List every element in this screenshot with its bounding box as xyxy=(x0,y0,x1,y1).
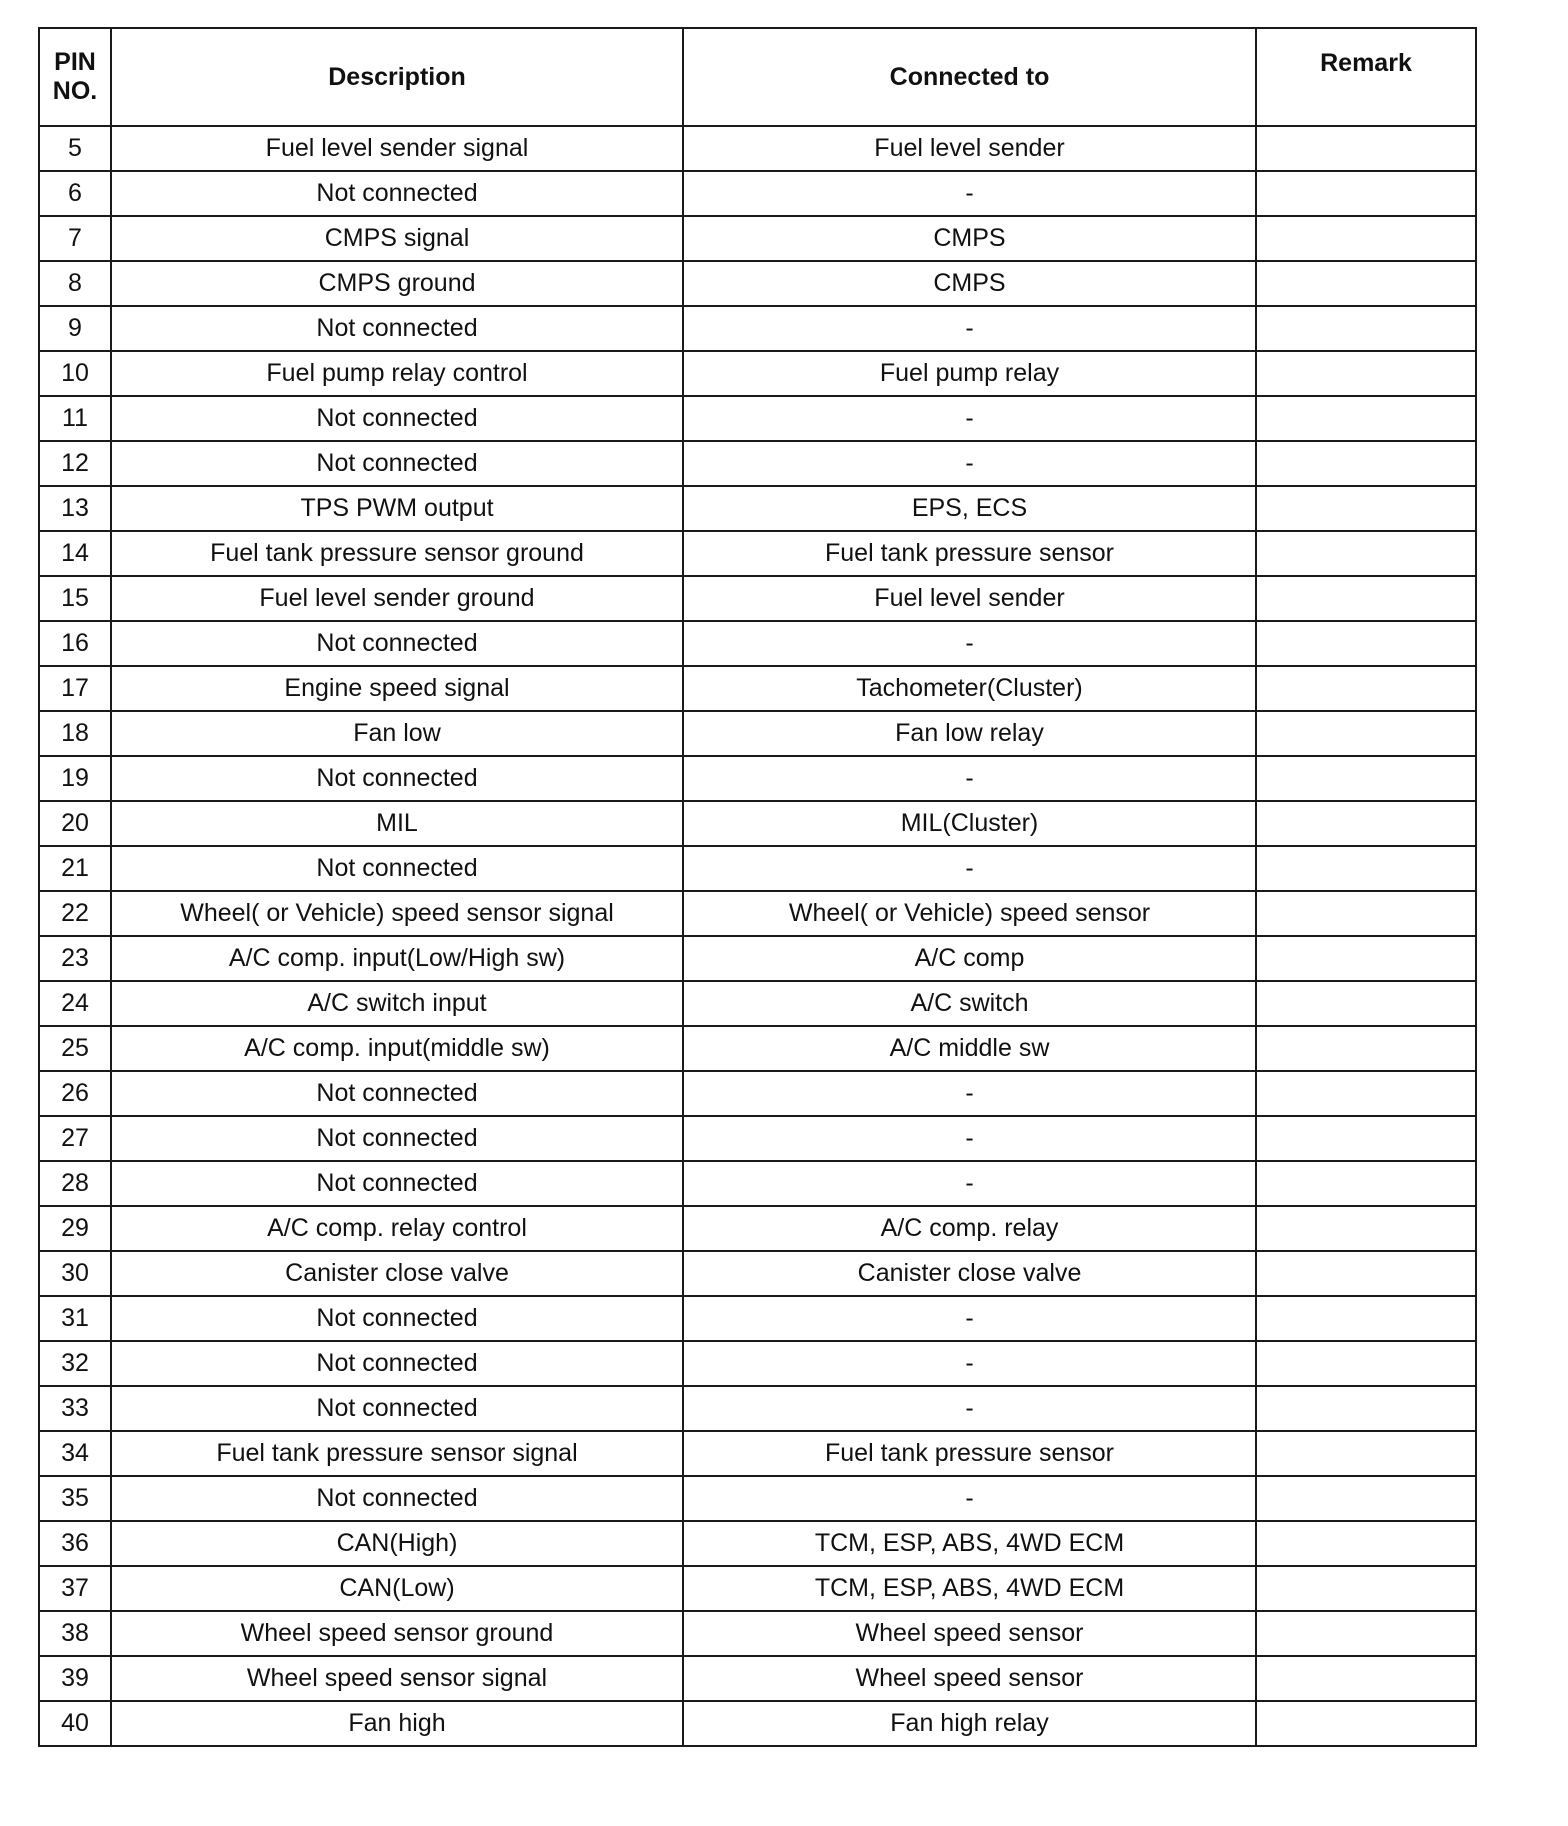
connected-to-cell: Wheel speed sensor xyxy=(683,1656,1256,1701)
remark-cell xyxy=(1256,981,1476,1026)
remark-cell xyxy=(1256,1341,1476,1386)
table-row xyxy=(39,1026,1476,1071)
connected-to-cell: CMPS xyxy=(683,216,1256,261)
connected-to-cell: - xyxy=(683,171,1256,216)
pin-number-cell: 35 xyxy=(39,1476,111,1521)
remark-cell xyxy=(1256,1161,1476,1206)
connected-to-cell: - xyxy=(683,396,1256,441)
remark-cell xyxy=(1256,261,1476,306)
description-cell: A/C comp. input(middle sw) xyxy=(111,1026,683,1071)
description-cell: Wheel speed sensor ground xyxy=(111,1611,683,1656)
table-row xyxy=(39,1071,1476,1116)
pin-number-cell: 19 xyxy=(39,756,111,801)
description-cell: Fuel level sender ground xyxy=(111,576,683,621)
connected-to-cell: Fuel level sender xyxy=(683,126,1256,171)
connected-to-cell: - xyxy=(683,441,1256,486)
pin-number-cell: 40 xyxy=(39,1701,111,1746)
table-row xyxy=(39,396,1476,441)
remark-cell xyxy=(1256,1116,1476,1161)
table-row xyxy=(39,891,1476,936)
header-pin-line1: PIN xyxy=(54,48,96,77)
pin-number-cell: 34 xyxy=(39,1431,111,1476)
connected-to-cell: TCM, ESP, ABS, 4WD ECM xyxy=(683,1521,1256,1566)
table-row xyxy=(39,1431,1476,1476)
table-row xyxy=(39,1341,1476,1386)
table-row xyxy=(39,486,1476,531)
pin-number-cell: 20 xyxy=(39,801,111,846)
connected-to-cell: - xyxy=(683,1341,1256,1386)
table-row xyxy=(39,171,1476,216)
connected-to-cell: Wheel speed sensor xyxy=(683,1611,1256,1656)
table-row xyxy=(39,1206,1476,1251)
header-pin-line2: NO. xyxy=(52,77,98,105)
header-connected-to: Connected to xyxy=(683,28,1256,126)
header-pin-no xyxy=(39,28,111,126)
remark-cell xyxy=(1256,1521,1476,1566)
header-row xyxy=(39,28,1476,126)
description-cell: Not connected xyxy=(111,1341,683,1386)
connected-to-cell: Fuel level sender xyxy=(683,576,1256,621)
remark-cell xyxy=(1256,1611,1476,1656)
pin-number-cell: 38 xyxy=(39,1611,111,1656)
description-cell: Not connected xyxy=(111,441,683,486)
pin-number-cell: 13 xyxy=(39,486,111,531)
connected-to-cell: A/C comp xyxy=(683,936,1256,981)
connected-to-cell: - xyxy=(683,621,1256,666)
description-cell: CMPS signal xyxy=(111,216,683,261)
remark-cell xyxy=(1256,1026,1476,1071)
pin-number-cell: 18 xyxy=(39,711,111,756)
remark-cell xyxy=(1256,1476,1476,1521)
header-description: Description xyxy=(111,28,683,126)
pin-number-cell: 6 xyxy=(39,171,111,216)
connected-to-cell: - xyxy=(683,1476,1256,1521)
remark-cell xyxy=(1256,1251,1476,1296)
table-row xyxy=(39,756,1476,801)
remark-cell xyxy=(1256,1566,1476,1611)
remark-cell xyxy=(1256,1656,1476,1701)
pin-number-cell: 29 xyxy=(39,1206,111,1251)
table-row xyxy=(39,846,1476,891)
table-row xyxy=(39,1161,1476,1206)
description-cell: Fuel tank pressure sensor ground xyxy=(111,531,683,576)
pin-table xyxy=(38,27,1477,1747)
pin-number-cell: 15 xyxy=(39,576,111,621)
connected-to-cell: EPS, ECS xyxy=(683,486,1256,531)
table-row xyxy=(39,1521,1476,1566)
pin-number-cell: 26 xyxy=(39,1071,111,1116)
description-cell: MIL xyxy=(111,801,683,846)
remark-cell xyxy=(1256,711,1476,756)
pin-number-cell: 36 xyxy=(39,1521,111,1566)
table-row xyxy=(39,216,1476,261)
pin-number-cell: 10 xyxy=(39,351,111,396)
remark-cell xyxy=(1256,1206,1476,1251)
pin-number-cell: 14 xyxy=(39,531,111,576)
remark-cell xyxy=(1256,891,1476,936)
table-row xyxy=(39,576,1476,621)
description-cell: Not connected xyxy=(111,171,683,216)
remark-cell xyxy=(1256,1701,1476,1746)
connected-to-cell: TCM, ESP, ABS, 4WD ECM xyxy=(683,1566,1256,1611)
remark-cell xyxy=(1256,576,1476,621)
table-row xyxy=(39,1701,1476,1746)
description-cell: Fuel pump relay control xyxy=(111,351,683,396)
pin-number-cell: 24 xyxy=(39,981,111,1026)
description-cell: Fan high xyxy=(111,1701,683,1746)
pin-number-cell: 33 xyxy=(39,1386,111,1431)
pin-number-cell: 37 xyxy=(39,1566,111,1611)
description-cell: TPS PWM output xyxy=(111,486,683,531)
remark-cell xyxy=(1256,216,1476,261)
table-row xyxy=(39,711,1476,756)
description-cell: Not connected xyxy=(111,846,683,891)
remark-cell xyxy=(1256,396,1476,441)
remark-cell xyxy=(1256,846,1476,891)
connected-to-cell: Fan low relay xyxy=(683,711,1256,756)
table-row xyxy=(39,936,1476,981)
connected-to-cell: Fuel tank pressure sensor xyxy=(683,1431,1256,1476)
connected-to-cell: - xyxy=(683,1386,1256,1431)
description-cell: A/C comp. input(Low/High sw) xyxy=(111,936,683,981)
pin-number-cell: 27 xyxy=(39,1116,111,1161)
table-row xyxy=(39,351,1476,396)
description-cell: Not connected xyxy=(111,1476,683,1521)
description-cell: CAN(High) xyxy=(111,1521,683,1566)
description-cell: Fuel level sender signal xyxy=(111,126,683,171)
table-row xyxy=(39,1251,1476,1296)
description-cell: Wheel( or Vehicle) speed sensor signal xyxy=(111,891,683,936)
remark-cell xyxy=(1256,486,1476,531)
connected-to-cell: A/C middle sw xyxy=(683,1026,1256,1071)
pin-number-cell: 21 xyxy=(39,846,111,891)
connected-to-cell: - xyxy=(683,1116,1256,1161)
description-cell: Fuel tank pressure sensor signal xyxy=(111,1431,683,1476)
description-cell: Not connected xyxy=(111,1296,683,1341)
description-cell: A/C comp. relay control xyxy=(111,1206,683,1251)
table-row xyxy=(39,441,1476,486)
pin-number-cell: 23 xyxy=(39,936,111,981)
pin-number-cell: 16 xyxy=(39,621,111,666)
header-remark: Remark xyxy=(1256,28,1476,126)
table-row xyxy=(39,531,1476,576)
connected-to-cell: Canister close valve xyxy=(683,1251,1256,1296)
connected-to-cell: CMPS xyxy=(683,261,1256,306)
connected-to-cell: - xyxy=(683,1296,1256,1341)
remark-cell xyxy=(1256,531,1476,576)
table-row xyxy=(39,1611,1476,1656)
description-cell: Fan low xyxy=(111,711,683,756)
table-row xyxy=(39,126,1476,171)
table-row xyxy=(39,621,1476,666)
remark-cell xyxy=(1256,126,1476,171)
remark-cell xyxy=(1256,306,1476,351)
remark-cell xyxy=(1256,1296,1476,1341)
description-cell: Canister close valve xyxy=(111,1251,683,1296)
connected-to-cell: - xyxy=(683,306,1256,351)
pin-number-cell: 30 xyxy=(39,1251,111,1296)
description-cell: A/C switch input xyxy=(111,981,683,1026)
table-row xyxy=(39,1476,1476,1521)
description-cell: CAN(Low) xyxy=(111,1566,683,1611)
remark-cell xyxy=(1256,801,1476,846)
table-row xyxy=(39,261,1476,306)
remark-cell xyxy=(1256,936,1476,981)
connected-to-cell: A/C comp. relay xyxy=(683,1206,1256,1251)
connected-to-cell: MIL(Cluster) xyxy=(683,801,1256,846)
description-cell: Not connected xyxy=(111,1071,683,1116)
table-row xyxy=(39,666,1476,711)
pin-number-cell: 8 xyxy=(39,261,111,306)
pin-number-cell: 32 xyxy=(39,1341,111,1386)
pin-number-cell: 17 xyxy=(39,666,111,711)
connected-to-cell: Tachometer(Cluster) xyxy=(683,666,1256,711)
connected-to-cell: - xyxy=(683,1161,1256,1206)
description-cell: Not connected xyxy=(111,1386,683,1431)
description-cell: Not connected xyxy=(111,1116,683,1161)
table-body xyxy=(39,126,1476,1746)
table-row xyxy=(39,1116,1476,1161)
remark-cell xyxy=(1256,351,1476,396)
remark-cell xyxy=(1256,756,1476,801)
connected-to-cell: - xyxy=(683,756,1256,801)
connected-to-cell: - xyxy=(683,846,1256,891)
description-cell: Not connected xyxy=(111,621,683,666)
table-header xyxy=(39,28,1476,126)
table-row xyxy=(39,1296,1476,1341)
table-row xyxy=(39,1386,1476,1431)
table-row xyxy=(39,1566,1476,1611)
remark-cell xyxy=(1256,441,1476,486)
connected-to-cell: Fuel pump relay xyxy=(683,351,1256,396)
remark-cell xyxy=(1256,621,1476,666)
pin-number-cell: 7 xyxy=(39,216,111,261)
description-cell: Not connected xyxy=(111,756,683,801)
remark-cell xyxy=(1256,666,1476,711)
table-row xyxy=(39,306,1476,351)
pin-number-cell: 28 xyxy=(39,1161,111,1206)
pin-number-cell: 9 xyxy=(39,306,111,351)
table-row xyxy=(39,981,1476,1026)
description-cell: Not connected xyxy=(111,1161,683,1206)
pin-number-cell: 11 xyxy=(39,396,111,441)
connected-to-cell: Fuel tank pressure sensor xyxy=(683,531,1256,576)
pin-number-cell: 39 xyxy=(39,1656,111,1701)
remark-cell xyxy=(1256,1386,1476,1431)
connected-to-cell: - xyxy=(683,1071,1256,1116)
description-cell: Engine speed signal xyxy=(111,666,683,711)
pin-number-cell: 25 xyxy=(39,1026,111,1071)
pin-number-cell: 12 xyxy=(39,441,111,486)
connected-to-cell: A/C switch xyxy=(683,981,1256,1026)
pin-number-cell: 5 xyxy=(39,126,111,171)
connected-to-cell: Wheel( or Vehicle) speed sensor xyxy=(683,891,1256,936)
table-row xyxy=(39,801,1476,846)
table-row xyxy=(39,1656,1476,1701)
remark-cell xyxy=(1256,171,1476,216)
connected-to-cell: Fan high relay xyxy=(683,1701,1256,1746)
remark-cell xyxy=(1256,1071,1476,1116)
description-cell: Not connected xyxy=(111,396,683,441)
remark-cell xyxy=(1256,1431,1476,1476)
pin-number-cell: 22 xyxy=(39,891,111,936)
description-cell: CMPS ground xyxy=(111,261,683,306)
pin-number-cell: 31 xyxy=(39,1296,111,1341)
description-cell: Not connected xyxy=(111,306,683,351)
description-cell: Wheel speed sensor signal xyxy=(111,1656,683,1701)
